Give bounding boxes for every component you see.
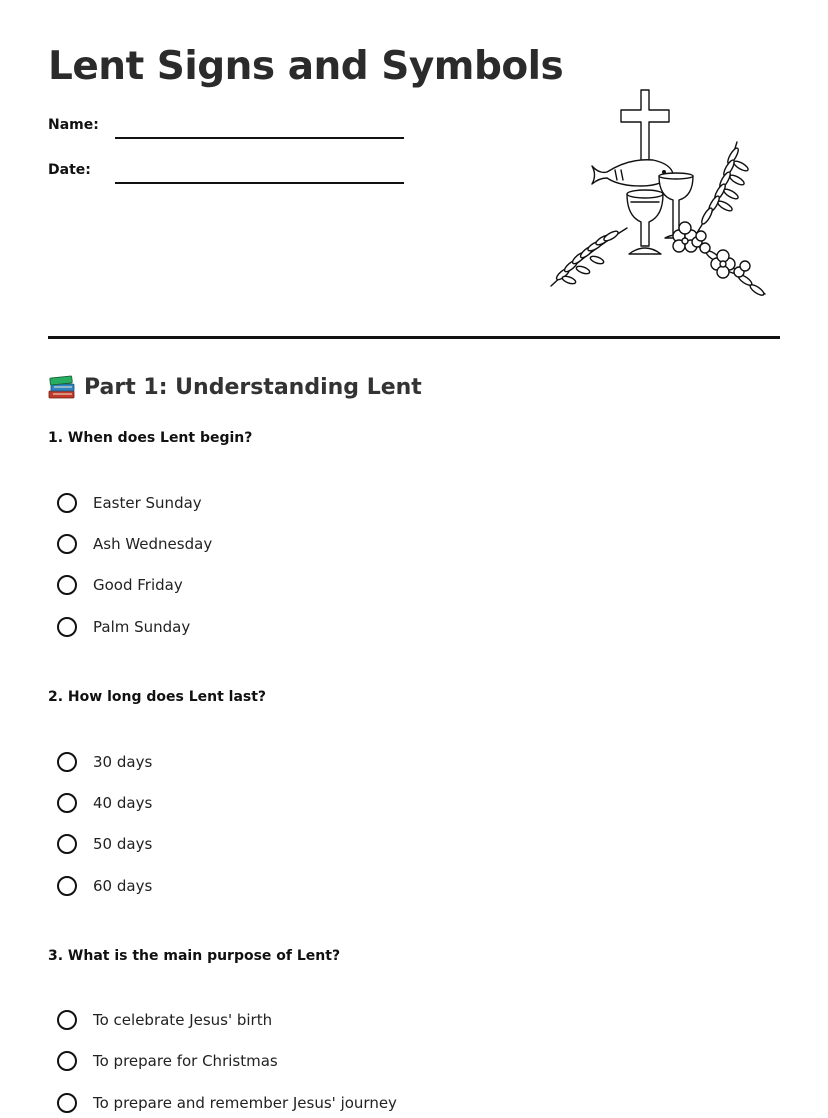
radio-button[interactable] xyxy=(57,534,77,554)
radio-button[interactable] xyxy=(57,834,77,854)
question-3: 3. What is the main purpose of Lent? xyxy=(48,948,341,964)
option-label: To prepare for Christmas xyxy=(93,1052,278,1070)
option-label: To celebrate Jesus' birth xyxy=(93,1011,273,1029)
q1-option-3[interactable] xyxy=(57,572,183,598)
radio-button[interactable] xyxy=(57,493,77,513)
radio-button[interactable] xyxy=(57,793,77,813)
q1-option-1[interactable] xyxy=(57,490,202,516)
question-2: 2. How long does Lent last? xyxy=(48,689,267,705)
radio-button[interactable] xyxy=(57,1093,77,1113)
option-label: Easter Sunday xyxy=(93,494,202,512)
name-field[interactable] xyxy=(48,117,408,143)
books-icon xyxy=(48,374,76,400)
q2-option-4[interactable] xyxy=(57,873,152,899)
option-label: 60 days xyxy=(93,877,153,895)
radio-button[interactable] xyxy=(57,1051,77,1071)
q2-option-2[interactable] xyxy=(57,790,152,816)
chalice-icon xyxy=(627,190,663,254)
radio-button[interactable] xyxy=(57,617,77,637)
q3-option-1[interactable] xyxy=(57,1007,272,1033)
date-line[interactable] xyxy=(115,182,404,184)
flower-icon xyxy=(673,222,750,278)
q1-option-4[interactable] xyxy=(57,614,190,640)
lent-symbols-illustration xyxy=(545,86,770,302)
option-label: 50 days xyxy=(93,835,153,853)
option-label: Palm Sunday xyxy=(93,618,191,636)
q1-option-2[interactable] xyxy=(57,531,212,557)
option-label: Ash Wednesday xyxy=(93,535,213,553)
radio-button[interactable] xyxy=(57,575,77,595)
date-field[interactable] xyxy=(48,162,408,188)
part1-heading xyxy=(48,374,422,400)
radio-button[interactable] xyxy=(57,876,77,896)
palm-branch-icon xyxy=(551,228,627,286)
radio-button[interactable] xyxy=(57,1010,77,1030)
date-label: Date: xyxy=(48,162,91,178)
part1-heading-text: Part 1: Understanding Lent xyxy=(84,374,422,400)
option-label: 30 days xyxy=(93,753,153,771)
option-label: Good Friday xyxy=(93,576,183,594)
option-label: 40 days xyxy=(93,794,153,812)
name-label: Name: xyxy=(48,117,99,133)
q3-option-3[interactable] xyxy=(57,1090,397,1116)
radio-button[interactable] xyxy=(57,752,77,772)
worksheet-title: Lent Signs and Symbols xyxy=(48,44,564,89)
question-1: 1. When does Lent begin? xyxy=(48,430,253,446)
palm-frond-icon xyxy=(695,142,749,236)
section-divider xyxy=(48,336,780,339)
name-line[interactable] xyxy=(115,137,404,139)
q2-option-1[interactable] xyxy=(57,749,152,775)
option-label: To prepare and remember Jesus' journey xyxy=(93,1094,397,1112)
q3-option-2[interactable] xyxy=(57,1048,278,1074)
q2-option-3[interactable] xyxy=(57,831,152,857)
